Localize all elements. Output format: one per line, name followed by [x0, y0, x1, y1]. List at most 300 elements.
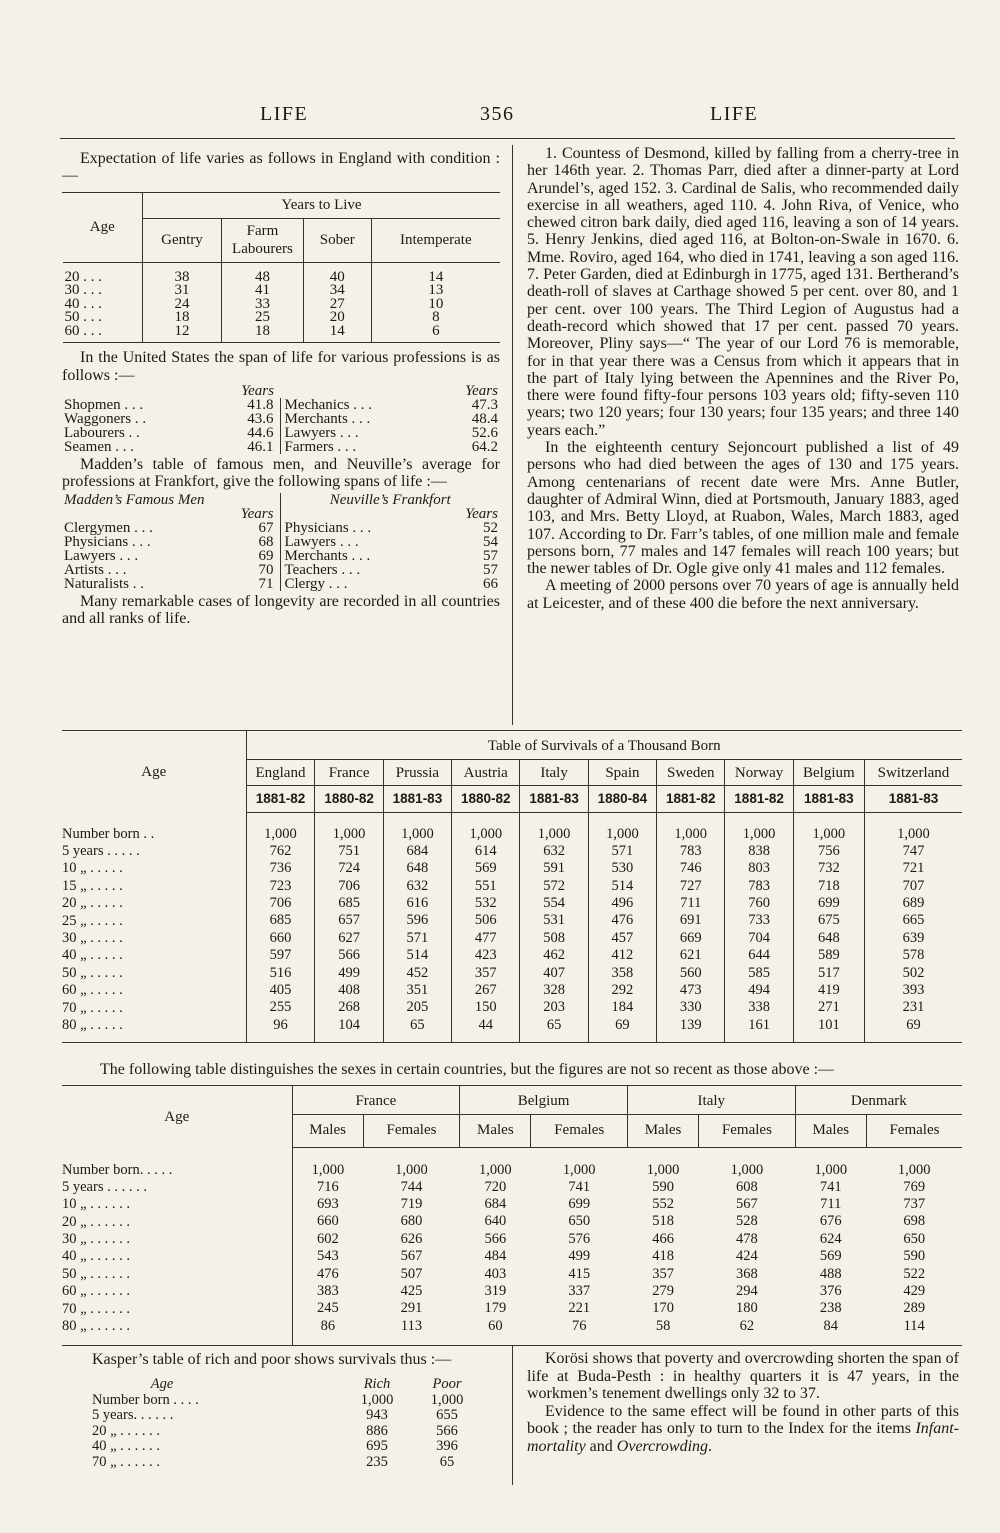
sexes-row: [62, 1148, 962, 1179]
sexes-value: 720: [484, 1178, 507, 1195]
expectation-value: 48: [221, 262, 303, 284]
sexes-value: 238: [819, 1300, 842, 1317]
survival-value: 205: [383, 1000, 451, 1017]
survival-value: 69: [588, 1017, 656, 1043]
survival-value: 751: [315, 843, 383, 860]
kasper-poor-value: 396: [436, 1438, 458, 1455]
survival-value: 1,000: [864, 813, 962, 843]
sexes-country-header: France: [292, 1086, 460, 1115]
kasper-rich-value: 1,000: [360, 1391, 394, 1408]
survival-value: 508: [520, 930, 588, 947]
header-title-left: LIFE: [260, 103, 309, 125]
sexes-value: 478: [736, 1230, 758, 1247]
expectation-value: 38: [143, 262, 222, 284]
sexes-value: 518: [652, 1213, 674, 1230]
survival-value: 723: [246, 878, 315, 895]
kasper-rich-value: 943: [366, 1407, 388, 1424]
us-years-label-right: Years: [465, 383, 498, 400]
kasper-row-label: 70 „ . . . . . .: [92, 1453, 161, 1470]
kasper-poor-value: 65: [439, 1453, 455, 1470]
survival-row-label: 10 „ . . . . .: [62, 860, 123, 877]
sexes-value: 608: [736, 1178, 758, 1195]
kasper-rich-value: 695: [366, 1438, 388, 1455]
expectation-row: [63, 262, 501, 284]
survival-value: 762: [246, 843, 315, 860]
sexes-row-label: 30 „ . . . . . .: [62, 1231, 131, 1248]
kasper-rich-value: 886: [366, 1422, 388, 1439]
sexes-row-label: 10 „ . . . . . .: [62, 1196, 131, 1213]
survival-value: 644: [725, 947, 793, 964]
us-profession-row-value: 47.3: [471, 397, 498, 414]
survival-value: 704: [725, 930, 793, 947]
survival-row: [62, 878, 962, 895]
madden-neuville-row-value: 57: [483, 547, 498, 564]
sexes-row-label: 40 „ . . . . . .: [62, 1248, 131, 1265]
survival-value: 101: [793, 1017, 864, 1043]
survival-row-label: 20 „ . . . . .: [62, 895, 123, 912]
madden-neuville-row-value: 70: [258, 561, 274, 578]
sexes-value: 245: [292, 1301, 363, 1318]
survival-value: 560: [657, 965, 725, 982]
survival-value: 412: [588, 947, 656, 964]
sexes-value: 403: [484, 1265, 507, 1282]
survival-value: 473: [657, 982, 725, 999]
survival-value: 706: [315, 878, 383, 895]
left-column: [62, 150, 500, 627]
survival-year-header: 1880-82: [315, 786, 383, 813]
survival-value: 452: [383, 965, 451, 982]
survival-value: 732: [793, 860, 864, 877]
overcrowding-ref: Overcrowding: [616, 1437, 709, 1455]
sexes-value: 624: [819, 1230, 842, 1247]
survival-country-header: Sweden: [657, 760, 725, 786]
survival-row: [62, 843, 962, 860]
sexes-value: 680: [400, 1213, 423, 1230]
sexes-value: 684: [484, 1196, 507, 1213]
madden-neuville-row-value: 71: [258, 575, 274, 592]
sexes-value: 567: [736, 1196, 758, 1213]
sexes-value: 528: [736, 1213, 758, 1230]
survival-table-title: Table of Survivals of a Thousand Born: [246, 731, 962, 760]
longevity-closing: Many remarkable cases of longevity are recorded in all countries and all ranks of life.: [62, 592, 500, 627]
sexes-value: 376: [819, 1283, 842, 1300]
expectation-value: 14: [303, 325, 371, 343]
survival-value: 330: [657, 1000, 725, 1017]
kasper-row: [92, 1455, 482, 1471]
survival-value: 231: [864, 1000, 962, 1017]
madden-neuville-row-name: Artists . . .: [64, 561, 127, 578]
sexes-value: 640: [484, 1213, 507, 1230]
survival-value: 756: [793, 843, 864, 860]
madden-neuville-row: [62, 549, 500, 563]
expectation-group-header: Years to Live: [143, 193, 501, 219]
sexes-value: 62: [699, 1318, 795, 1346]
survival-value: 639: [864, 930, 962, 947]
survival-value: 408: [315, 982, 383, 999]
header-rule: [60, 138, 955, 139]
expectation-value: 18: [221, 325, 303, 343]
us-profession-row-value: 48.4: [471, 411, 498, 428]
us-profession-row-value: 41.8: [247, 397, 274, 414]
sexes-value: 319: [484, 1283, 507, 1300]
sexes-row: [62, 1196, 962, 1213]
survival-value: 268: [315, 1000, 383, 1017]
sexes-value: 84: [795, 1318, 866, 1346]
survival-value: 597: [246, 947, 315, 964]
sexes-value: 368: [736, 1265, 758, 1282]
survival-value: 783: [725, 878, 793, 895]
sexes-sex-header: Males: [292, 1115, 363, 1148]
sexes-value: 466: [652, 1230, 674, 1247]
infant-mortality-ref: Infant-mortality: [527, 1420, 959, 1455]
survival-year-header: 1881-83: [793, 786, 864, 813]
sexes-value: 741: [568, 1178, 591, 1195]
survival-country-header: Spain: [588, 760, 656, 786]
survival-value: 393: [864, 982, 962, 999]
sexes-value: 650: [903, 1230, 926, 1247]
survival-value: 760: [725, 895, 793, 912]
sexes-value: 716: [292, 1179, 363, 1196]
survival-value: 699: [793, 895, 864, 912]
survival-value: 616: [383, 895, 451, 912]
survival-value: 591: [520, 860, 588, 877]
survival-row-label: 60 „ . . . . .: [62, 982, 123, 999]
survival-value: 572: [520, 878, 588, 895]
survival-country-header: France: [315, 760, 383, 786]
evidence-text-end: .: [708, 1437, 713, 1455]
survival-table: [62, 730, 962, 1043]
survival-value: 657: [315, 913, 383, 930]
sexes-value: 279: [652, 1283, 674, 1300]
sexes-value: 737: [903, 1196, 926, 1213]
kasper-table: [92, 1377, 482, 1470]
survival-row-label: 25 „ . . . . .: [62, 912, 123, 929]
sexes-sex-header: Females: [531, 1115, 627, 1148]
survival-row: [62, 913, 962, 930]
sexes-sex-header: Females: [866, 1115, 962, 1148]
bottom-column-divider: [512, 1345, 513, 1485]
sexes-value: 499: [568, 1248, 591, 1265]
expectation-value: 6: [371, 325, 500, 343]
sexes-value: 660: [292, 1214, 363, 1231]
us-profession-row: [62, 412, 500, 426]
madden-years-label: Years: [240, 505, 274, 522]
evidence-text-start: Evidence to the same effect will be found in other parts of this book ; the reader has only to turn to the Index for the items: [527, 1402, 959, 1437]
sexes-value: 1,000: [646, 1161, 680, 1178]
expectation-age: 40 . . .: [64, 295, 102, 312]
survival-row-label: 70 „ . . . . .: [62, 999, 123, 1016]
us-profession-row-value: 64.2: [471, 439, 498, 456]
survival-year-header: 1881-82: [657, 786, 725, 813]
survival-row: [62, 965, 962, 982]
survival-value: 596: [383, 913, 451, 930]
sexes-value: 86: [292, 1318, 363, 1346]
survival-value: 571: [383, 930, 451, 947]
survival-value: 1,000: [452, 813, 520, 843]
madden-intro: Madden’s table of famous men, and Neuville’s average for professions at Frankfort, give the following spans of life :—: [62, 456, 500, 491]
sexes-value: 590: [652, 1178, 674, 1195]
expectation-value: 20: [303, 311, 371, 325]
survival-value: 104: [315, 1017, 383, 1043]
survival-value: 351: [383, 982, 451, 999]
survival-country-header: Switzerland: [864, 760, 962, 786]
kasper-age-header: Age: [150, 1376, 174, 1393]
sexes-value: 711: [820, 1196, 842, 1213]
survival-value: 419: [793, 982, 864, 999]
expectation-value: 40: [303, 262, 371, 284]
us-intro: In the United States the span of life for various professions is as follows :—: [62, 349, 500, 384]
sexes-row-label: Number born. . . . .: [62, 1161, 173, 1178]
survival-value: 727: [657, 878, 725, 895]
survival-value: 267: [452, 982, 520, 999]
sexes-value: 1,000: [897, 1161, 931, 1178]
survival-row-label: 30 „ . . . . .: [62, 930, 123, 947]
kasper-row: [92, 1408, 482, 1424]
survival-value: 689: [864, 895, 962, 912]
sexes-row-label: 50 „ . . . . . .: [62, 1265, 131, 1282]
sexes-age-header: Age: [164, 1108, 190, 1125]
expectation-age: 60 . . .: [63, 325, 143, 343]
survival-value: 1,000: [588, 813, 656, 843]
expectation-age: 20 . . .: [64, 268, 102, 285]
survival-value: 328: [520, 982, 588, 999]
survival-value: 721: [864, 860, 962, 877]
expectation-table: [62, 192, 500, 344]
survival-value: 1,000: [725, 813, 793, 843]
survival-value: 1,000: [246, 813, 315, 843]
survival-value: 569: [452, 860, 520, 877]
survival-value: 632: [520, 843, 588, 860]
survival-year-header: 1881-82: [725, 786, 793, 813]
survival-value: 184: [588, 1000, 656, 1017]
sexes-value: 744: [400, 1178, 423, 1195]
sexes-value: 294: [736, 1283, 758, 1300]
expectation-value: 27: [303, 298, 371, 312]
sexes-value: 602: [292, 1231, 363, 1248]
sexes-value: 289: [903, 1300, 926, 1317]
kasper-row: [92, 1424, 482, 1440]
sexes-value: 699: [568, 1196, 591, 1213]
survival-value: 457: [588, 930, 656, 947]
survival-value: 150: [452, 1000, 520, 1017]
survival-value: 621: [657, 947, 725, 964]
madden-neuville-row-name: Clergy . . .: [280, 577, 430, 591]
survival-value: 1,000: [657, 813, 725, 843]
madden-neuville-row-value: 66: [483, 575, 498, 592]
sexes-table: [62, 1085, 962, 1346]
kasper-row-label: 5 years. . . . . .: [92, 1407, 174, 1424]
survival-row: [62, 860, 962, 877]
madden-neuville-row-value: 69: [258, 547, 274, 564]
neuville-years-label: Years: [465, 505, 498, 522]
expectation-value: 41: [221, 284, 303, 298]
survival-value: 476: [588, 913, 656, 930]
survival-value: 589: [793, 947, 864, 964]
us-profession-row-name: Shopmen . . .: [64, 397, 144, 414]
survival-value: 571: [588, 843, 656, 860]
survival-age-header: Age: [141, 763, 167, 780]
kasper-poor-value: 566: [436, 1422, 458, 1439]
sexes-value: 383: [292, 1283, 363, 1300]
survival-value: 648: [383, 860, 451, 877]
survival-value: 585: [725, 965, 793, 982]
us-years-label-left: Years: [241, 383, 274, 400]
madden-neuville-row: [62, 563, 500, 577]
survival-value: 691: [657, 913, 725, 930]
survival-value: 532: [452, 895, 520, 912]
sexes-row: [62, 1248, 962, 1265]
sexes-value: 179: [484, 1300, 507, 1317]
us-profession-row-name: Seamen . . .: [64, 439, 134, 456]
survival-value: 514: [588, 878, 656, 895]
madden-neuville-row-value: 67: [258, 519, 274, 536]
madden-neuville-row-value: 57: [483, 561, 498, 578]
sexes-country-header: Denmark: [795, 1086, 962, 1115]
survival-value: 803: [725, 860, 793, 877]
expectation-value: 13: [371, 284, 500, 298]
expectation-value: 33: [221, 298, 303, 312]
sexes-sex-header: Males: [460, 1115, 531, 1148]
madden-neuville-row-value: 52: [483, 519, 498, 536]
sexes-value: 576: [568, 1230, 591, 1247]
survival-value: 551: [452, 878, 520, 895]
madden-neuville-row: [62, 535, 500, 549]
sexes-value: 1,000: [395, 1161, 428, 1178]
sexes-row: [62, 1283, 962, 1300]
survival-year-header: 1880-84: [588, 786, 656, 813]
kasper-title: Kasper’s table of rich and poor shows survivals thus :—: [92, 1351, 452, 1368]
survival-value: 502: [864, 965, 962, 982]
sexes-value: 522: [903, 1265, 926, 1282]
survival-value: 506: [452, 913, 520, 930]
sexes-value: 1,000: [292, 1148, 363, 1179]
survival-value: 685: [315, 895, 383, 912]
survival-row-label: 15 „ . . . . .: [62, 877, 123, 894]
survival-row-label: 80 „ . . . . .: [62, 1017, 246, 1043]
us-profession-row: [62, 426, 500, 440]
survival-value: 733: [725, 913, 793, 930]
survival-row: [62, 1017, 962, 1043]
survival-value: 718: [793, 878, 864, 895]
us-profession-row: [62, 398, 500, 412]
sexes-value: 221: [568, 1300, 591, 1317]
survival-value: 554: [520, 895, 588, 912]
survival-value: 675: [793, 913, 864, 930]
running-header: [60, 102, 940, 128]
sexes-value: 357: [652, 1265, 674, 1282]
sexes-value: 418: [652, 1248, 674, 1265]
sexes-row-label: 80 „ . . . . . .: [62, 1318, 292, 1346]
us-professions-table: [62, 384, 500, 454]
expectation-value: 31: [143, 284, 222, 298]
sexes-value: 543: [292, 1248, 363, 1265]
us-profession-row-name: Mechanics . . .: [280, 398, 430, 412]
expectation-value: 8: [371, 311, 500, 325]
madden-neuville-row-name: Naturalists . .: [64, 575, 144, 592]
survival-value: 69: [864, 1017, 962, 1043]
expectation-value: 24: [143, 298, 222, 312]
survival-value: 496: [588, 895, 656, 912]
madden-neuville-row-value: 68: [258, 533, 274, 550]
sexes-sex-header: Females: [699, 1115, 795, 1148]
expectation-row: [63, 325, 501, 343]
expectation-value: 12: [143, 325, 222, 343]
us-profession-row-value: 44.6: [247, 425, 274, 442]
survival-value: 423: [452, 947, 520, 964]
expectation-value: 14: [371, 262, 500, 284]
sexes-value: 170: [652, 1300, 674, 1317]
sexes-value: 1,000: [814, 1161, 848, 1178]
survival-row-label: 40 „ . . . . .: [62, 947, 123, 964]
survival-value: 517: [793, 965, 864, 982]
korosi-paragraph: Korösi shows that poverty and overcrowding shorten the span of life at Buda-Pesth : in healthy quarters it is 47 years, in the workmen’s tenement dwellings only 32 to 37.: [527, 1350, 959, 1402]
kasper-row-label: 20 „ . . . . . .: [92, 1422, 161, 1439]
survival-value: 838: [725, 843, 793, 860]
sexes-value: 507: [400, 1265, 423, 1282]
expectation-col-header: Farm Labourers: [221, 219, 303, 263]
sexes-row-label: 20 „ . . . . . .: [62, 1213, 131, 1230]
sexes-value: 180: [736, 1300, 758, 1317]
header-title-right: LIFE: [710, 103, 759, 125]
sexes-value: 424: [736, 1248, 758, 1265]
evidence-text-mid: and: [585, 1437, 617, 1455]
us-profession-row-name: Lawyers . . .: [280, 426, 430, 440]
survival-country-header: Belgium: [793, 760, 864, 786]
sexes-value: 291: [400, 1300, 423, 1317]
sexes-value: 566: [484, 1230, 507, 1247]
evidence-paragraph: [527, 1403, 959, 1456]
survival-row: [62, 895, 962, 912]
survival-value: 516: [246, 965, 315, 982]
survival-row-label: 5 years . . . . .: [62, 843, 140, 860]
sexes-value: 1,000: [562, 1161, 596, 1178]
survival-value: 65: [383, 1017, 451, 1043]
sexes-row: [62, 1179, 962, 1196]
sexes-value: 741: [819, 1178, 842, 1195]
survival-year-header: 1880-82: [452, 786, 520, 813]
madden-neuville-row-name: Merchants . . .: [280, 549, 430, 563]
sexes-value: 58: [627, 1318, 698, 1346]
sexes-row: [62, 1231, 962, 1248]
survival-value: 1,000: [315, 813, 383, 843]
sexes-value: 769: [903, 1178, 926, 1195]
sexes-row-label: 5 years . . . . . .: [62, 1178, 147, 1195]
expectation-intro: Expectation of life varies as follows in England with condition :—: [62, 150, 500, 185]
survival-value: 514: [383, 947, 451, 964]
expectation-age: 50 . . .: [64, 309, 102, 326]
survival-value: 407: [520, 965, 588, 982]
survival-value: 255: [246, 1000, 315, 1017]
sexes-row: [62, 1301, 962, 1318]
sexes-sex-header: Males: [795, 1115, 866, 1148]
sexes-country-header: Italy: [627, 1086, 795, 1115]
survival-value: 736: [246, 860, 315, 877]
survival-value: 338: [725, 1000, 793, 1017]
survival-value: 783: [657, 843, 725, 860]
survival-value: 530: [588, 860, 656, 877]
survival-value: 44: [452, 1017, 520, 1043]
us-profession-row-value: 43.6: [247, 411, 274, 428]
survival-value: 358: [588, 965, 656, 982]
survival-value: 477: [452, 930, 520, 947]
sexes-sex-header: Females: [363, 1115, 459, 1148]
sexes-row: [62, 1318, 962, 1346]
sexes-caption: The following table distinguishes the sexes in certain countries, but the figures are not so recent as those above :—: [100, 1061, 835, 1078]
survival-value: 632: [383, 878, 451, 895]
kasper-row: [92, 1393, 482, 1409]
kasper-rich-header: Rich: [363, 1376, 391, 1393]
kasper-row-label: 40 „ . . . . . .: [92, 1438, 161, 1455]
